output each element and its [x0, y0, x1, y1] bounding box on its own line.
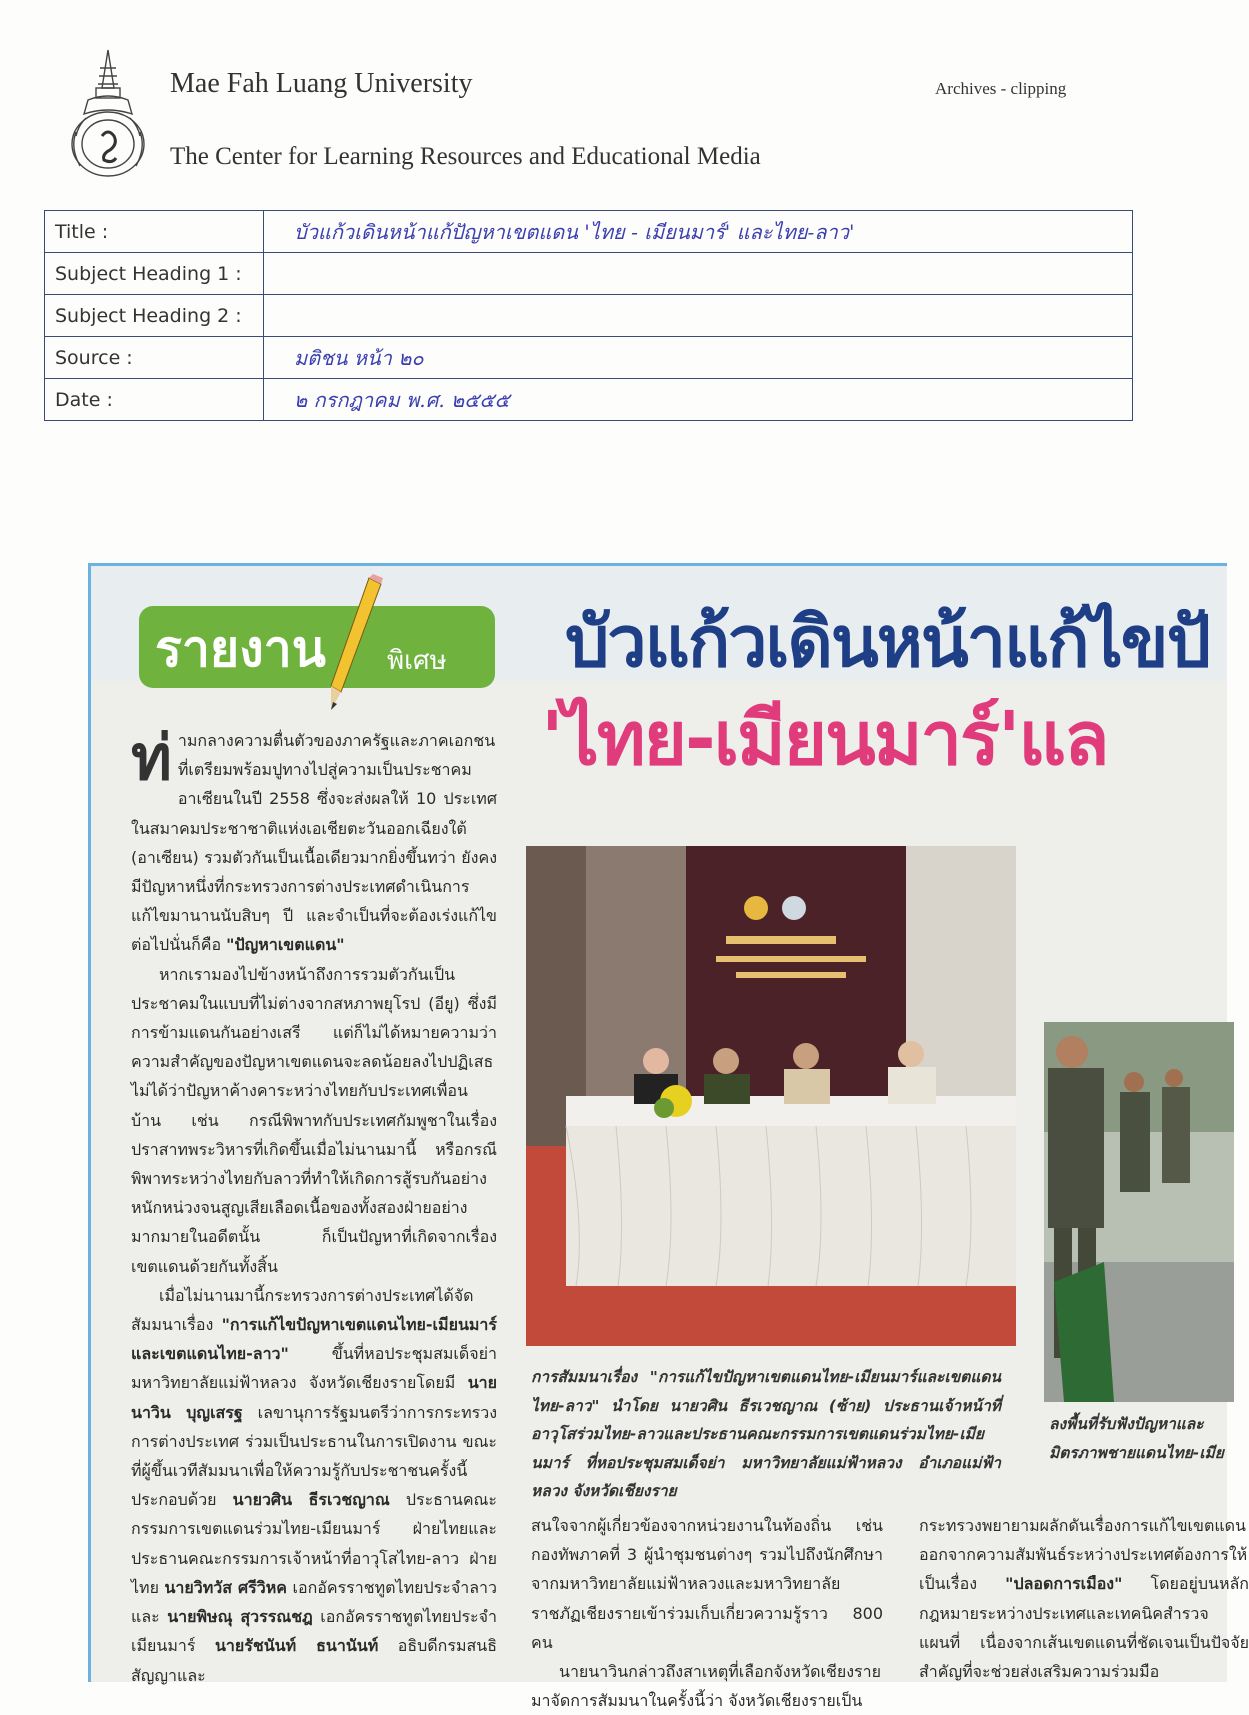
- article-column-2: [531, 1511, 883, 1711]
- p3-text-a: เมื่อไม่นานมานี้กระทรวงการต่างประเทศได้จัดสัมมนาเรื่อง: [131, 1285, 474, 1335]
- p3-text-c: เลขานุการรัฐมนตรีว่าการกระทรวงการต่างประเทศ ร่วมเป็นประธานในการเปิดงาน ขณะที่ผู้ขึ้นเวทีสัมมนาเพื่อให้ความรู้กับประชาชนครั้งนี้ ประกอบด้วย: [131, 1402, 497, 1510]
- p3-bold-2: นายนาวิน บุญเสรฐ: [131, 1373, 497, 1422]
- p3-bold-1: "การแก้ไขปัญหาเขตแดนไทย-เมียนมาร์และเขตแดนไทย-ลาว": [131, 1315, 497, 1364]
- p3-bold-3: นายวศิน ธีรเวชญาณ: [232, 1490, 390, 1510]
- subject-heading-2-value: [264, 295, 1133, 337]
- paragraph-1-bold: "ปัญหาเขตแดน": [226, 935, 345, 955]
- headline-line-2: 'ไทย-เมียนมาร์'แล: [541, 696, 1108, 782]
- p3-text-g: อธิบดีกรมสนธิสัญญาและ: [131, 1636, 497, 1685]
- pencil-icon: [325, 574, 385, 714]
- title-label: Title :: [45, 211, 264, 253]
- paragraph-1-text: ามกลางความตื่นตัวของภาครัฐและภาคเอกชนที่เตรียมพร้อมปูทางไปสู่ความเป็นประชาคมอาเซียนในปี 2558 ซึ่งจะส่งผลให้ 10 ประเทศในสมาคมประชาชาติแห่งเอเชียตะวันออกเฉียงใต้ (อาเซียน) รวมตัวกันเป็นเนื้อเดียวมากยิ่งขึ้นทว่า ยังคงมีปัญหาหนึ่งที่กระทรวงการต่างประเทศดำเนินการแก้ไขมานานนับสิบๆ ปี และจำเป็นที่จะต้องเร่งแก้ไขต่อไปนั่นก็คือ: [131, 731, 497, 955]
- border-visit-photo: [1044, 1022, 1234, 1402]
- clipping-record-table: [44, 210, 1133, 421]
- p3-bold-5: นายพิษณุ สุวรรณชฎ: [167, 1607, 313, 1627]
- headline-line-1: บัวแก้วเดินหน้าแก้ไขปั: [565, 601, 1210, 683]
- col3-bold: "ปลอดการเมือง": [1005, 1574, 1123, 1594]
- newspaper-clipping: [88, 563, 1249, 1711]
- col2-paragraph-1: สนใจจากผู้เกี่ยวข้องจากหน่วยงานในท้องถิ่น เช่น กองทัพภาคที่ 3 ผู้นำชุมชนต่างๆ รวมไปถึงนักศึกษาจากมหาวิทยาลัยแม่ฟ้าหลวงและมหาวิทยาลัยราชภัฏเชียงรายเข้าร่วมเก็บเกี่ยวความรู้ราว 800 คน: [531, 1516, 883, 1652]
- date-label: Date :: [45, 379, 264, 421]
- seminar-photo-caption: การสัมมนาเรื่อง "การแก้ไขปัญหาเขตแดนไทย-เมียนมาร์และเขตแดนไทย-ลาว" นำโดย นายวศิน ธีรเวชญาณ (ซ้าย) ประธานเจ้าหน้าที่อาวุโสร่วมไทย-ลาวและประธานคณะกรรมการเขตแดนร่วมไทย-เมียนมาร์ ที่หอประชุมสมเด็จย่า มหาวิทยาลัยแม่ฟ้าหลวง อำเภอแม่ฟ้าหลวง จังหวัดเชียงราย: [531, 1368, 1001, 1500]
- date-row: [45, 379, 1133, 421]
- p3-text-f: เอกอัครราชทูตไทยประจำเมียนมาร์: [131, 1607, 498, 1656]
- title-value: บัวแก้วเดินหน้าแก้ปัญหาเขตแดน 'ไทย - เมียนมาร์' และไทย-ลาว': [264, 211, 1133, 253]
- subject-heading-1-label: Subject Heading 1 :: [45, 253, 264, 295]
- university-name: Mae Fah Luang University: [170, 68, 473, 99]
- p3-text-e: เอกอัครราชทูตไทยประจำลาว และ: [131, 1577, 497, 1627]
- p3-text-b: ขึ้นที่หอประชุมสมเด็จย่า มหาวิทยาลัยแม่ฟ้าหลวง จังหวัดเชียงรายโดยมี: [131, 1344, 497, 1393]
- col3-text-a: กระทรวงพยายามผลักดันเรื่องการแก้ไขเขตแดนออกจากความสัมพันธ์ระหว่างประเทศต้องการให้เป็นเรื่อง: [919, 1516, 1248, 1594]
- badge-sub-text: พิเศษ: [387, 646, 447, 676]
- p3-text-d: ประธานคณะกรรมการเขตแดนร่วมไทย-เมียนมาร์ ฝ่ายไทยและประธานคณะกรรมการเจ้าหน้าที่อาวุโสไทย-ลาว ฝ่ายไทย: [131, 1490, 497, 1597]
- p3-bold-4: นายวิทวัส ศรีวิหค: [164, 1577, 288, 1597]
- border-photo-caption-line-1: ลงพื้นที่รับฟังปัญหาและ: [1049, 1415, 1204, 1433]
- subject-heading-2-row: [45, 295, 1133, 337]
- source-row: [45, 337, 1133, 379]
- col3-paragraph-1: [919, 1511, 1249, 1686]
- dropcap: ท่: [131, 721, 172, 794]
- source-label: Source :: [45, 337, 264, 379]
- paragraph-1: [131, 721, 497, 960]
- subject-heading-2-label: Subject Heading 2 :: [45, 295, 264, 337]
- badge-main-text: รายงาน: [155, 620, 326, 678]
- p3-bold-6: นายรัชนันท์ ธนานันท์: [214, 1636, 379, 1656]
- border-photo-caption-line-2: มิตรภาพชายแดนไทย-เมีย: [1049, 1443, 1224, 1462]
- archive-tag: Archives - clipping: [935, 79, 1067, 98]
- article-column-3: [919, 1511, 1249, 1682]
- subject-heading-1-value: [264, 253, 1133, 295]
- col2-paragraph-2: นายนาวินกล่าวถึงสาเหตุที่เลือกจังหวัดเชียงรายมาจัดการสัมมนาในครั้งนี้ว่า จังหวัดเชียงรายเป็น: [531, 1662, 881, 1711]
- title-row: [45, 211, 1133, 253]
- special-report-badge: [139, 606, 495, 688]
- border-photo-caption: [1049, 1410, 1239, 1467]
- article-column-1: [131, 721, 498, 1686]
- seminar-photo: [526, 846, 1016, 1346]
- paragraph-3: [131, 1281, 497, 1690]
- subject-heading-1-row: [45, 253, 1133, 295]
- source-value: มติชน หน้า ๒๐: [264, 337, 1133, 379]
- paragraph-2: หากเรามองไปข้างหน้าถึงการรวมตัวกันเป็นประชาคมในแบบที่ไม่ต่างจากสหภาพยุโรป (อียู) ซึ่งมีการข้ามแดนกันอย่างเสรี แต่ก็ไม่ได้หมายความว่าความสำคัญของปัญหาเขตแดนจะลดน้อยลงไปปฏิเสธไม่ได้ว่าปัญหาค้างคาระหว่างไทยกับประเทศเพื่อนบ้าน เช่น กรณีพิพาทกับประเทศกัมพูชาในเรื่องปราสาทพระวิหารที่เกิดขึ้นเมื่อไม่นานมานี้ หรือกรณีพิพาทระหว่างไทยกับลาวที่ทำให้เกิดการสู้รบกันอย่างหนักหน่วงจนสูญเสียเลือดเนื้อของทั้งสองฝ่ายอย่างมากมายในอดีตนั้น ก็เป็นปัญหาที่เกิดจากเรื่องเขตแดนด้วยกันทั้งสิ้น: [131, 964, 497, 1276]
- center-name: The Center for Learning Resources and Educational Media: [170, 143, 761, 170]
- col3-text-b: โดยอยู่บนหลักกฎหมายระหว่างประเทศและเทคนิคสำรวจแผนที่ เนื่องจากเส้นเขตแดนที่ชัดเจนเป็นปัจจัยสำคัญที่จะช่วยส่งเสริมความร่วมมือ: [919, 1574, 1249, 1682]
- date-value: ๒ กรกฎาคม พ.ศ. ๒๕๕๕: [264, 379, 1133, 421]
- university-emblem-logo: [66, 48, 150, 180]
